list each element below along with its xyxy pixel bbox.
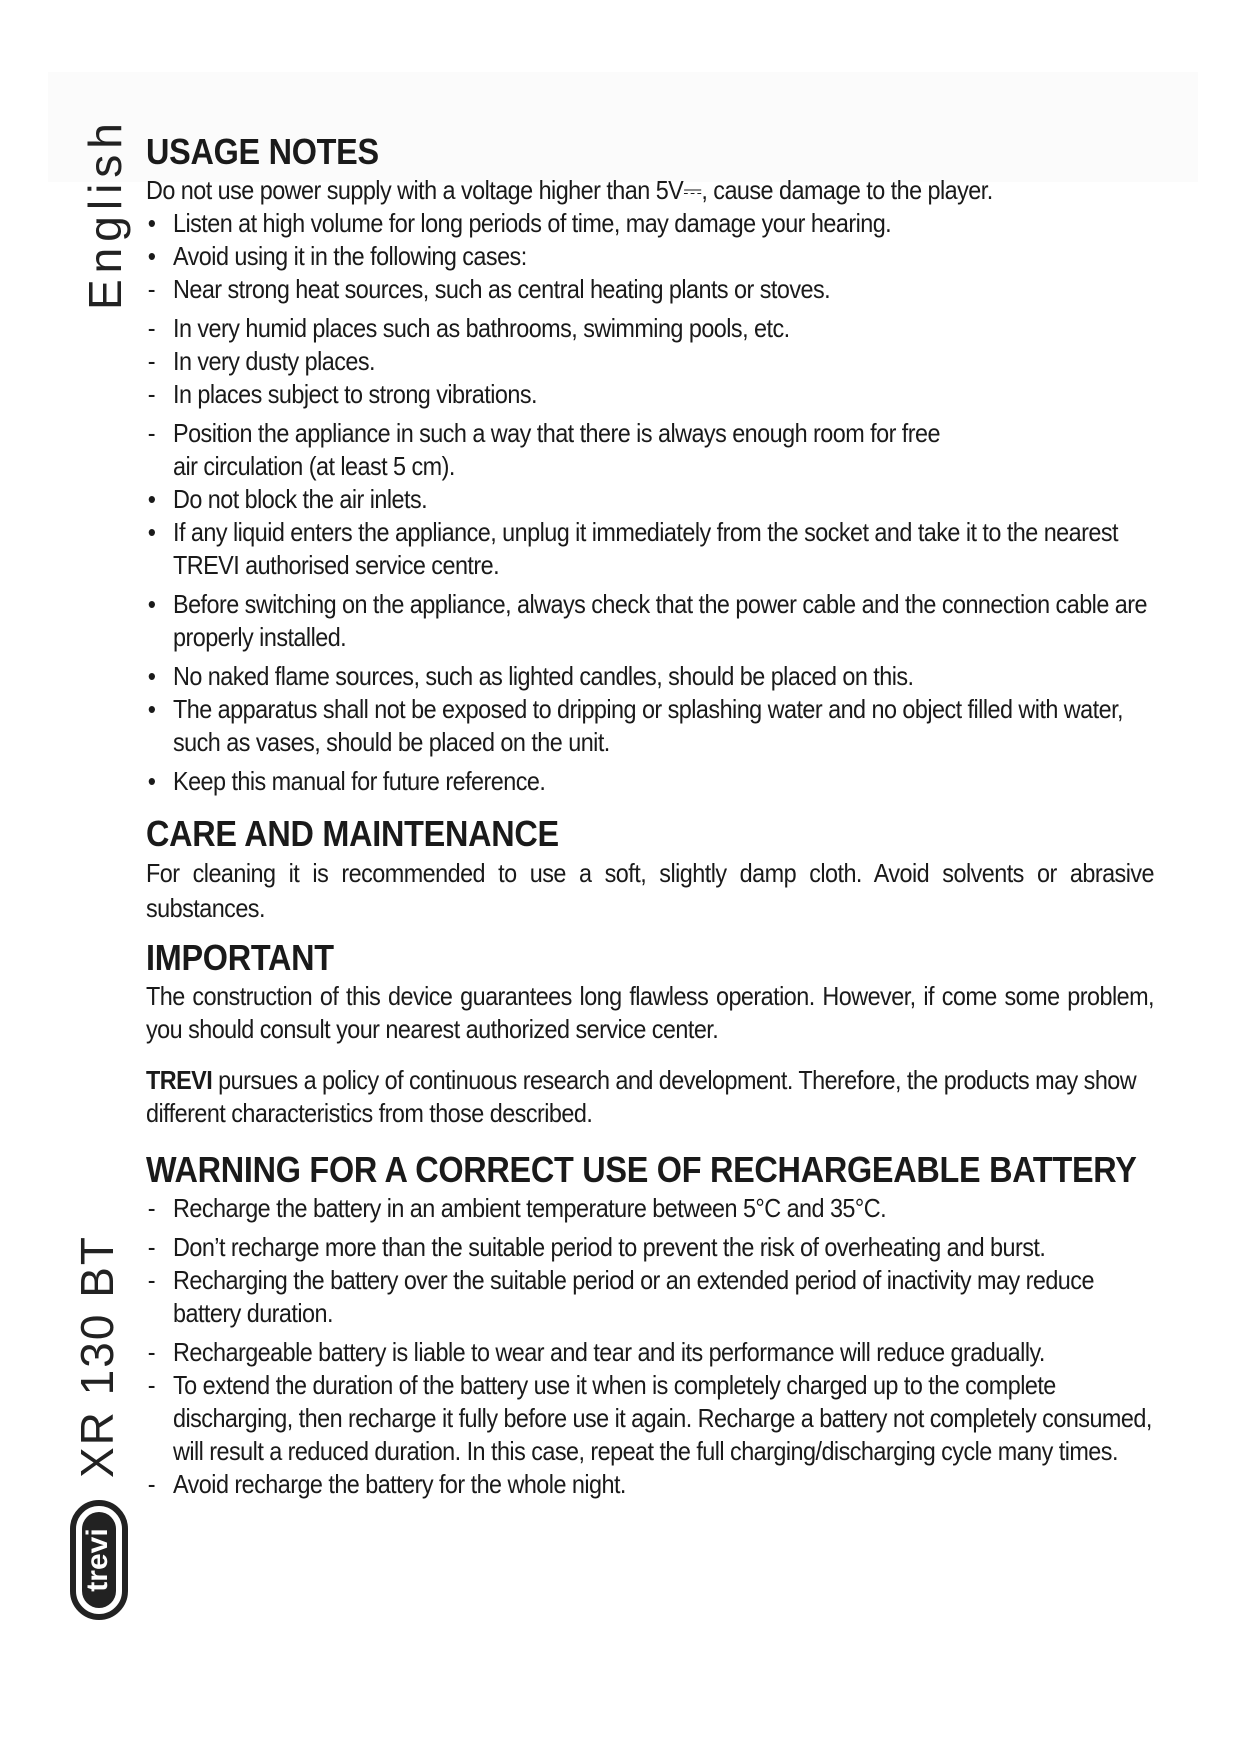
list-item: - To extend the duration of the battery use it when is completely charged up to the complete discharging, then recharge it fully before use it again. Recharge a battery not completely consumed, will result a reduced duration. In this case, repeat the full charging/discharging cycle many times. xyxy=(147,1370,1152,1466)
list-item: • The apparatus shall not be exposed to dripping or splashing water and no object filled with water, such as vases, should be placed on the unit. xyxy=(147,694,1124,757)
list-item: • Do not block the air inlets. xyxy=(147,484,428,514)
important-text: The construction of this device guarantees long flawless operation. However, if come some problem, you should consult your nearest authorized service center. xyxy=(146,981,1154,1044)
care-text: For cleaning it is recommended to use a soft, slightly damp cloth. Avoid solvents or abrasive substances. xyxy=(146,858,1154,923)
battery-title: WARNING FOR A CORRECT USE OF RECHARGEABLE BATTERY xyxy=(146,1149,1137,1190)
policy-text: TREVI pursues a policy of continuous research and development. Therefore, the products may show different characteristics from those described. xyxy=(146,1065,1137,1128)
list-item: - In places subject to strong vibrations. xyxy=(147,379,537,409)
model-label: XR 130 BT xyxy=(71,1235,123,1478)
list-item: - Don’t recharge more than the suitable period to prevent the risk of overheating and burst. xyxy=(147,1232,1046,1262)
list-item: • If any liquid enters the appliance, unplug it immediately from the socket and take it to the nearest TREVI authorised service centre. xyxy=(147,517,1118,580)
brand-name: TREVI xyxy=(146,1065,213,1095)
list-item: - Recharging the battery over the suitable period or an extended period of inactivity may reduce battery duration. xyxy=(147,1265,1094,1328)
care-title: CARE AND MAINTENANCE xyxy=(146,813,559,854)
trevi-logo xyxy=(68,1500,130,1620)
list-item: • No naked flame sources, such as lighted candles, should be placed on this. xyxy=(147,661,914,691)
important-title: IMPORTANT xyxy=(146,937,334,978)
usage-notes-intro: Do not use power supply with a voltage higher than 5V⎓, cause damage to the player. xyxy=(146,175,993,205)
list-item: - In very dusty places. xyxy=(147,346,375,376)
manual-content xyxy=(146,130,1154,1501)
list-item: • Listen at high volume for long periods of time, may damage your hearing. xyxy=(147,208,892,238)
usage-notes-title: USAGE NOTES xyxy=(146,131,379,172)
list-item: • Keep this manual for future reference. xyxy=(147,766,546,796)
list-item: - In very humid places such as bathrooms, swimming pools, etc. xyxy=(147,313,790,343)
list-item: - Rechargeable battery is liable to wear and tear and its performance will reduce gradually. xyxy=(147,1337,1045,1367)
list-item: - Near strong heat sources, such as central heating plants or stoves. xyxy=(147,274,831,304)
list-item: - Avoid recharge the battery for the whole night. xyxy=(147,1469,626,1499)
svg-text:trevi: trevi xyxy=(80,1528,114,1592)
list-item: - Position the appliance in such a way that there is always enough room for free air circulation (at least 5 cm). xyxy=(147,418,940,481)
list-item: - Recharge the battery in an ambient temperature between 5°C and 35°C. xyxy=(147,1193,887,1223)
list-item: • Avoid using it in the following cases: xyxy=(147,241,527,271)
language-label: English xyxy=(79,117,131,310)
list-item: • Before switching on the appliance, always check that the power cable and the connection cable are properly installed. xyxy=(147,589,1147,652)
